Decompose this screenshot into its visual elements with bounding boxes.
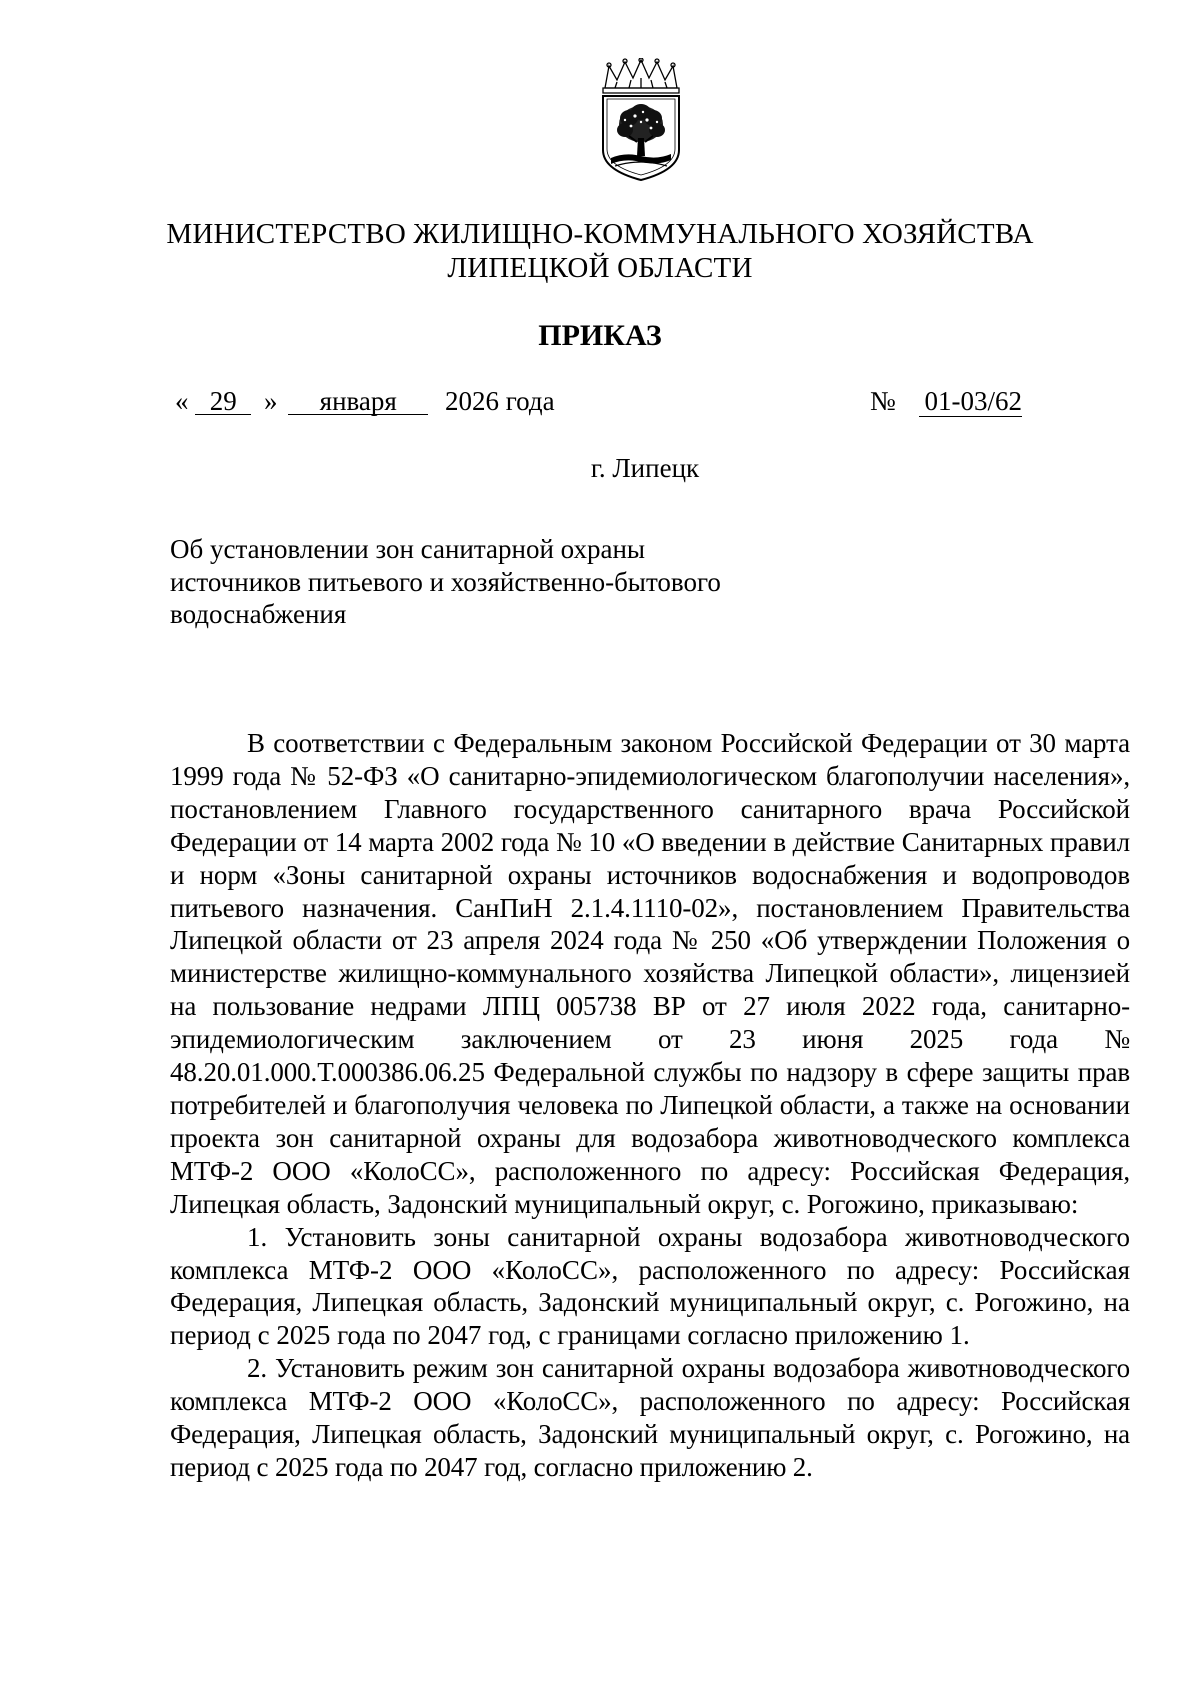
- date-month: января: [288, 388, 428, 415]
- ministry-name-line2: ЛИПЕЦКОЙ ОБЛАСТИ: [447, 252, 753, 284]
- number-sign: №: [870, 386, 896, 416]
- ministry-name-line1: МИНИСТЕРСТВО ЖИЛИЩНО-КОММУНАЛЬНОГО ХОЗЯЙСТВА: [166, 218, 1034, 250]
- subject-line3: водоснабжения: [170, 599, 347, 629]
- city: [0, 452, 1200, 484]
- date-open-quote: «: [175, 386, 189, 416]
- body-intro-paragraph: В соответствии с Федеральным законом Российской Федерации от 30 марта 1999 года № 52-ФЗ «О санитарно-эпидемиологическом благополучии населения», постановлением Главного государственного санитарного врача Российской Федерации от 14 марта 2002 года № 10 «О введении в действие Санитарных правил и норм «Зоны санитарной охраны источников водоснабжения и водопроводов питьевого назначения. СанПиН 2.1.4.1110-02», постановлением Правительства Липецкой области от 23 апреля 2024 года № 250 «Об утверждении Положения о министерстве жилищно-коммунального хозяйства Липецкой области», лицензией на пользование недрами ЛПЦ 005738 ВР от 27 июля 2022 года, санитарно-эпидемиологическим заключением от 23 июня 2025 года № 48.20.01.000.Т.000386.06.25 Федеральной службы по надзору в сфере защиты прав потребителей и благополучия человека по Липецкой области, а также на основании проекта зон санитарной охраны для водозабора животноводческого комплекса МТФ-2 ООО «КолоСС», расположенного по адресу: Российская Федерация, Липецкая область, Задонский муниципальный округ, с. Рогожино, приказываю:: [170, 728, 1130, 1219]
- date-year: 2026 года: [445, 386, 555, 416]
- subject-line2: источников питьевого и хозяйственно-бытового: [170, 566, 721, 597]
- document-type: ПРИКАЗ: [538, 319, 662, 352]
- city-name: г. Липецк: [590, 453, 700, 483]
- date-close-quote: »: [264, 386, 278, 416]
- subject-line1: Об установлении зон санитарной охраны: [170, 534, 646, 564]
- date-day: 29: [195, 388, 251, 415]
- order-item-2: 2. Установить режим зон санитарной охраны водозабора животноводческого комплекса МТФ-2 ООО «КолоСС», расположенного по адресу: Российская Федерация, Липецкая область, Задонский муниципальный округ, с. Рогожино, на период с 2025 года по 2047 год, согласно приложению 2.: [170, 1353, 1130, 1482]
- order-subject: [170, 533, 790, 631]
- order-body: [170, 727, 1130, 1484]
- order-item-1: 1. Установить зоны санитарной охраны водозабора животноводческого комплекса МТФ-2 ООО «КолоСС», расположенного по адресу: Российская Федерация, Липецкая область, Задонский муниципальный округ, с. Рогожино, на период с 2025 года по 2047 год, с границами согласно приложению 1.: [170, 1221, 1130, 1351]
- lipetsk-coat-of-arms-icon: [595, 58, 687, 184]
- order-date: [175, 385, 555, 417]
- ministry-name: [0, 217, 1200, 285]
- order-number: [870, 385, 1022, 417]
- number-value: 01-03/62: [919, 386, 1023, 417]
